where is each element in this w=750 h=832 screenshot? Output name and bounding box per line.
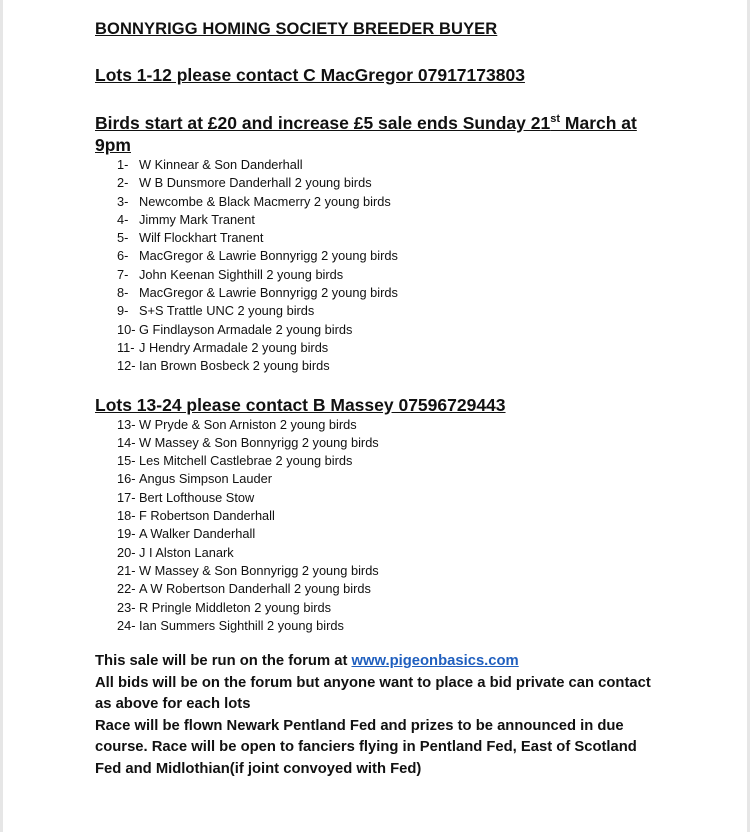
lot-description: Ian Summers Sighthill 2 young birds [139, 617, 344, 633]
lot-number: 5- [117, 230, 129, 246]
lot-description: Ian Brown Bosbeck 2 young birds [139, 358, 330, 374]
private-bids-note: All bids will be on the forum but anyone want to place a bid private can contact as above for each lots [95, 674, 651, 713]
list-item [95, 507, 715, 525]
lot-number: 15- [117, 453, 136, 469]
lot-description: W Massey & Son Bonnyrigg 2 young birds [139, 562, 379, 578]
list-item [95, 266, 715, 284]
lot-number: 9- [117, 303, 129, 319]
lot-description: Wilf Flockhart Tranent [139, 230, 264, 246]
lot-number: 3- [117, 193, 129, 209]
lot-description: F Robertson Danderhall [139, 508, 275, 524]
lot-description: W Pryde & Son Arniston 2 young birds [139, 416, 357, 432]
contact-heading-lots-1-12: Lots 1-12 please contact C MacGregor 07917173803 [95, 65, 525, 85]
lot-number: 12- [117, 358, 136, 374]
lot-description: Bert Lofthouse Stow [139, 489, 255, 505]
lot-number: 1- [117, 157, 129, 172]
lot-number: 24- [117, 617, 136, 633]
list-item [95, 562, 715, 580]
lot-description: A W Robertson Danderhall 2 young birds [139, 581, 371, 597]
race-note: Race will be flown Newark Pentland Fed and prizes to be announced in due course. Race will be open to fanciers flying in Pentland Fed, East of Scotland Fed and Midlothian(if joint convoyed with Fed) [95, 717, 637, 777]
lot-description: MacGregor & Lawrie Bonnyrigg 2 young birds [139, 248, 398, 264]
lots-list-1-12 [95, 156, 715, 376]
lot-number: 6- [117, 248, 129, 264]
list-item [95, 470, 715, 488]
lot-description: Les Mitchell Castlebrae 2 young birds [139, 453, 353, 469]
lot-number: 22- [117, 581, 136, 597]
list-item [95, 525, 715, 543]
lot-description: R Pringle Middleton 2 young birds [139, 599, 332, 615]
lot-number: 16- [117, 471, 136, 487]
lot-description: S+S Trattle UNC 2 young birds [139, 303, 315, 319]
lot-number: 19- [117, 526, 136, 542]
date-ordinal-suffix: st [550, 113, 561, 126]
lot-number: 20- [117, 544, 136, 560]
lot-description: Jimmy Mark Tranent [139, 211, 255, 227]
list-item [95, 357, 715, 375]
sale-terms-text-end: March at 9pm [95, 113, 637, 155]
contact-heading-lots-13-24: Lots 13-24 please contact B Massey 07596729443 [95, 394, 506, 415]
list-item [95, 302, 715, 320]
lot-number: 8- [117, 285, 129, 301]
list-item [95, 599, 715, 617]
list-item [95, 211, 715, 229]
lot-number: 7- [117, 266, 129, 282]
lot-number: 11- [117, 339, 135, 355]
lot-number: 2- [117, 175, 129, 191]
lot-number: 4- [117, 211, 129, 227]
list-item [95, 229, 715, 247]
lot-number: 17- [117, 489, 136, 505]
lot-description: W Massey & Son Bonnyrigg 2 young birds [139, 434, 379, 450]
list-item [95, 489, 715, 507]
list-item [95, 174, 715, 192]
list-item [95, 544, 715, 562]
lot-number: 21- [117, 562, 136, 578]
forum-note [95, 651, 655, 673]
lot-description: J Hendry Armadale 2 young birds [139, 339, 329, 355]
page-edge-left [0, 0, 3, 832]
lot-description: W B Dunsmore Danderhall 2 young birds [139, 175, 372, 191]
list-item [95, 321, 715, 339]
list-item [95, 156, 715, 174]
lot-description: Newcombe & Black Macmerry 2 young birds [139, 193, 391, 209]
forum-note-text: This sale will be run on the forum at [95, 653, 352, 670]
lot-description: G Findlayson Armadale 2 young birds [139, 321, 353, 337]
lot-description: Angus Simpson Lauder [139, 471, 273, 487]
list-item [95, 247, 715, 265]
lot-description: J I Alston Lanark [139, 544, 234, 560]
document-title: BONNYRIGG HOMING SOCIETY BREEDER BUYER [95, 20, 498, 38]
list-item [95, 434, 715, 452]
sale-terms-text: Birds start at £20 and increase £5 sale ends Sunday 21 [95, 113, 551, 133]
list-item [95, 284, 715, 302]
list-item [95, 416, 715, 434]
lot-number: 13- [117, 416, 136, 432]
lot-number: 14- [117, 434, 136, 450]
list-item [95, 193, 715, 211]
sale-terms-heading [95, 112, 655, 156]
list-item [95, 580, 715, 598]
lots-list-13-24 [95, 416, 715, 636]
list-item [95, 617, 715, 635]
lot-description: A Walker Danderhall [139, 526, 256, 542]
lot-description: John Keenan Sighthill 2 young birds [139, 266, 344, 282]
forum-link[interactable]: www.pigeonbasics.com [351, 653, 519, 670]
lot-description: MacGregor & Lawrie Bonnyrigg 2 young birds [139, 285, 398, 301]
sale-notes [95, 651, 655, 780]
document-body [95, 20, 715, 780]
lot-number: 23- [117, 599, 136, 615]
list-item [95, 452, 715, 470]
lot-description: W Kinnear & Son Danderhall [139, 157, 303, 172]
list-item [95, 339, 715, 357]
lot-number: 10- [117, 321, 136, 337]
lot-number: 18- [117, 508, 136, 524]
